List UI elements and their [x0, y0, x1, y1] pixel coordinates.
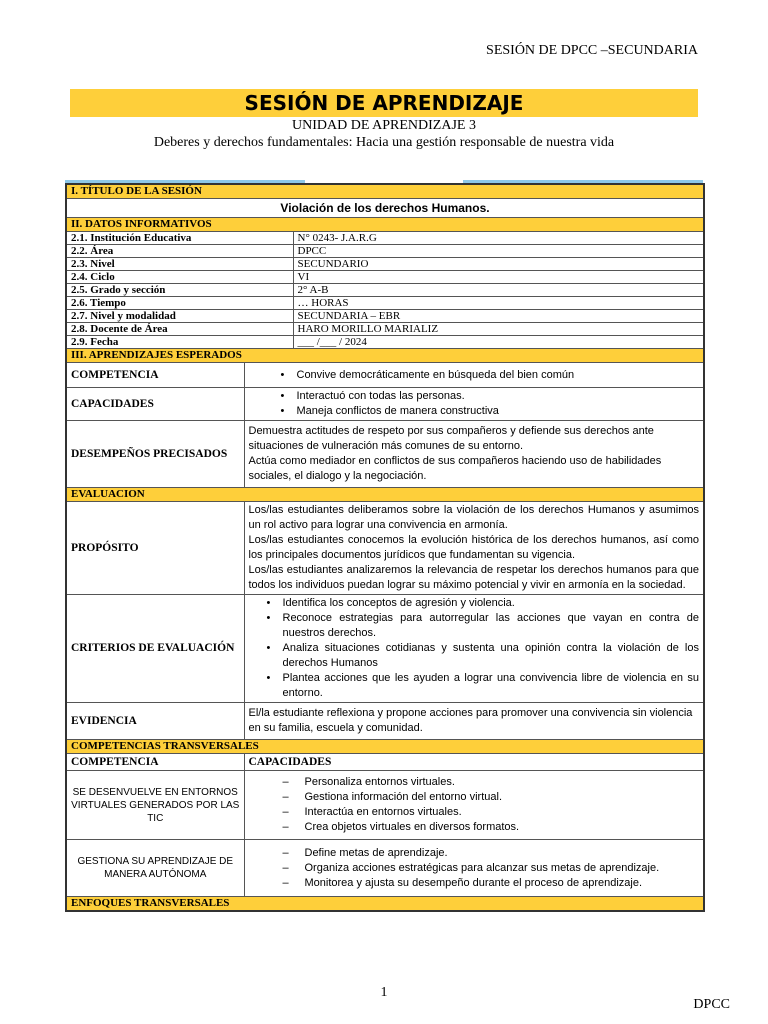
- unit-subtitle: Deberes y derechos fundamentales: Hacia una gestión responsable de nuestra vida: [153, 135, 615, 150]
- datos-label: 2.3. Nivel: [66, 258, 293, 271]
- transversal-capacidad: – Interactúa en entornos virtuales.: [305, 805, 700, 820]
- section-enfoques: ENFOQUES TRANSVERSALES: [66, 897, 704, 912]
- desempeno-text: Demuestra actitudes de respeto por sus compañeros y defiende sus derechos ante situaciones de vulneración más comunes de su entorno.: [248, 425, 654, 452]
- transversal-capacidad: – Gestiona información del entorno virtual.: [305, 790, 700, 805]
- datos-value: 2° A-B: [293, 284, 704, 297]
- datos-row: [66, 271, 704, 284]
- datos-row: [66, 284, 704, 297]
- transversal-capacidad: – Monitorea y ajusta su desempeño durante el proceso de aprendizaje.: [305, 876, 700, 891]
- unit-title: UNIDAD DE APRENDIZAJE 3: [292, 118, 476, 133]
- capacidad-item: • Maneja conflictos de manera constructiva: [297, 404, 700, 419]
- datos-value: SECUNDARIO: [293, 258, 704, 271]
- footer-label: DPCC: [693, 997, 730, 1012]
- section-aprendizajes: III. APRENDIZAJES ESPERADOS: [66, 349, 704, 363]
- proposito-label: PROPÓSITO: [66, 502, 244, 595]
- criterio-item: • Identifica los conceptos de agresión y violencia.: [283, 596, 700, 611]
- datos-row: [66, 297, 704, 310]
- criterios-label: CRITERIOS DE EVALUACIÓN: [66, 595, 244, 703]
- proposito-text: Los/las estudiantes deliberamos sobre la violación de los derechos Humanos y asumimos un rol activo para lograr una convivencia en armonía.: [248, 504, 699, 531]
- competencia-label: COMPETENCIA: [66, 363, 244, 388]
- section-titulo: I. TÍTULO DE LA SESIÓN: [66, 184, 704, 199]
- datos-label: 2.6. Tiempo: [66, 297, 293, 310]
- capacidad-item: • Interactuó con todas las personas.: [297, 389, 700, 404]
- datos-value: ___ /___ / 2024: [293, 336, 704, 349]
- transversal-col-capacidades: CAPACIDADES: [244, 754, 704, 771]
- proposito-text: Los/las estudiantes analizaremos la relevancia de respetar los derechos humanos para que todos los individuos puedan lograr su máximo potencial y vivir en armonía en la sociedad.: [248, 564, 699, 591]
- datos-row: [66, 245, 704, 258]
- datos-label: 2.5. Grado y sección: [66, 284, 293, 297]
- datos-label: 2.4. Ciclo: [66, 271, 293, 284]
- page-number: 1: [380, 985, 388, 1000]
- transversal-capacidad: – Define metas de aprendizaje.: [305, 846, 700, 861]
- criterio-item: • Analiza situaciones cotidianas y sustenta una opinión contra la violación de los derechos Humanos: [283, 641, 700, 671]
- section-evaluacion: EVALUACION: [66, 488, 704, 502]
- datos-label: 2.8. Docente de Área: [66, 323, 293, 336]
- transversal-col-competencia: COMPETENCIA: [66, 754, 244, 771]
- transversal-capacidad: – Crea objetos virtuales en diversos formatos.: [305, 820, 700, 835]
- datos-row: [66, 310, 704, 323]
- transversal-competencia: SE DESENVUELVE EN ENTORNOS VIRTUALES GENERADOS POR LAS TIC: [66, 771, 244, 840]
- evidencia-text: El/la estudiante reflexiona y propone acciones para promover una convivencia sin violencia en su familia, escuela y comunidad.: [244, 703, 704, 740]
- transversal-capacidad: – Organiza acciones estratégicas para alcanzar sus metas de aprendizaje.: [305, 861, 700, 876]
- page-title: SESIÓN DE APRENDIZAJE: [70, 89, 698, 117]
- datos-row: [66, 258, 704, 271]
- proposito-text: Los/las estudiantes conocemos la evolución histórica de los derechos humanos, así como los principales documentos jurídicos que fundamentan su vigencia.: [248, 534, 699, 561]
- running-header: SESIÓN DE DPCC –SECUNDARIA: [486, 43, 698, 58]
- datos-row: [66, 336, 704, 349]
- datos-value: SECUNDARIA – EBR: [293, 310, 704, 323]
- datos-value: VI: [293, 271, 704, 284]
- datos-label: 2.9. Fecha: [66, 336, 293, 349]
- evidencia-label: EVIDENCIA: [66, 703, 244, 740]
- datos-value: HARO MORILLO MARIALIZ: [293, 323, 704, 336]
- datos-row: [66, 232, 704, 245]
- datos-label: 2.7. Nivel y modalidad: [66, 310, 293, 323]
- criterio-item: • Reconoce estrategias para autorregular las acciones que vayan en contra de nuestros derechos.: [283, 611, 700, 641]
- datos-value: … HORAS: [293, 297, 704, 310]
- datos-label: 2.1. Institución Educativa: [66, 232, 293, 245]
- criterio-item: • Plantea acciones que les ayuden a lograr una convivencia libre de violencia en su entorno.: [283, 671, 700, 701]
- datos-value: N° 0243- J.A.R.G: [293, 232, 704, 245]
- datos-label: 2.2. Área: [66, 245, 293, 258]
- section-datos: II. DATOS INFORMATIVOS: [66, 218, 704, 232]
- desempeno-text: Actúa como mediador en conflictos de sus compañeros haciendo uso de habilidades sociales, el dialogo y la negociación.: [248, 455, 662, 482]
- session-title-value: Violación de los derechos Humanos.: [66, 199, 704, 218]
- section-transversales: COMPETENCIAS TRANSVERSALES: [66, 740, 704, 754]
- competencia-item: • Convive democráticamente en búsqueda del bien común: [297, 368, 700, 383]
- transversal-competencia: GESTIONA SU APRENDIZAJE DE MANERA AUTÓNOMA: [66, 840, 244, 897]
- desempenos-label: DESEMPEÑOS PRECISADOS: [66, 421, 244, 488]
- session-table: [65, 183, 705, 912]
- datos-value: DPCC: [293, 245, 704, 258]
- transversal-capacidad: – Personaliza entornos virtuales.: [305, 775, 700, 790]
- datos-list: [66, 232, 704, 349]
- datos-row: [66, 323, 704, 336]
- capacidades-label: CAPACIDADES: [66, 388, 244, 421]
